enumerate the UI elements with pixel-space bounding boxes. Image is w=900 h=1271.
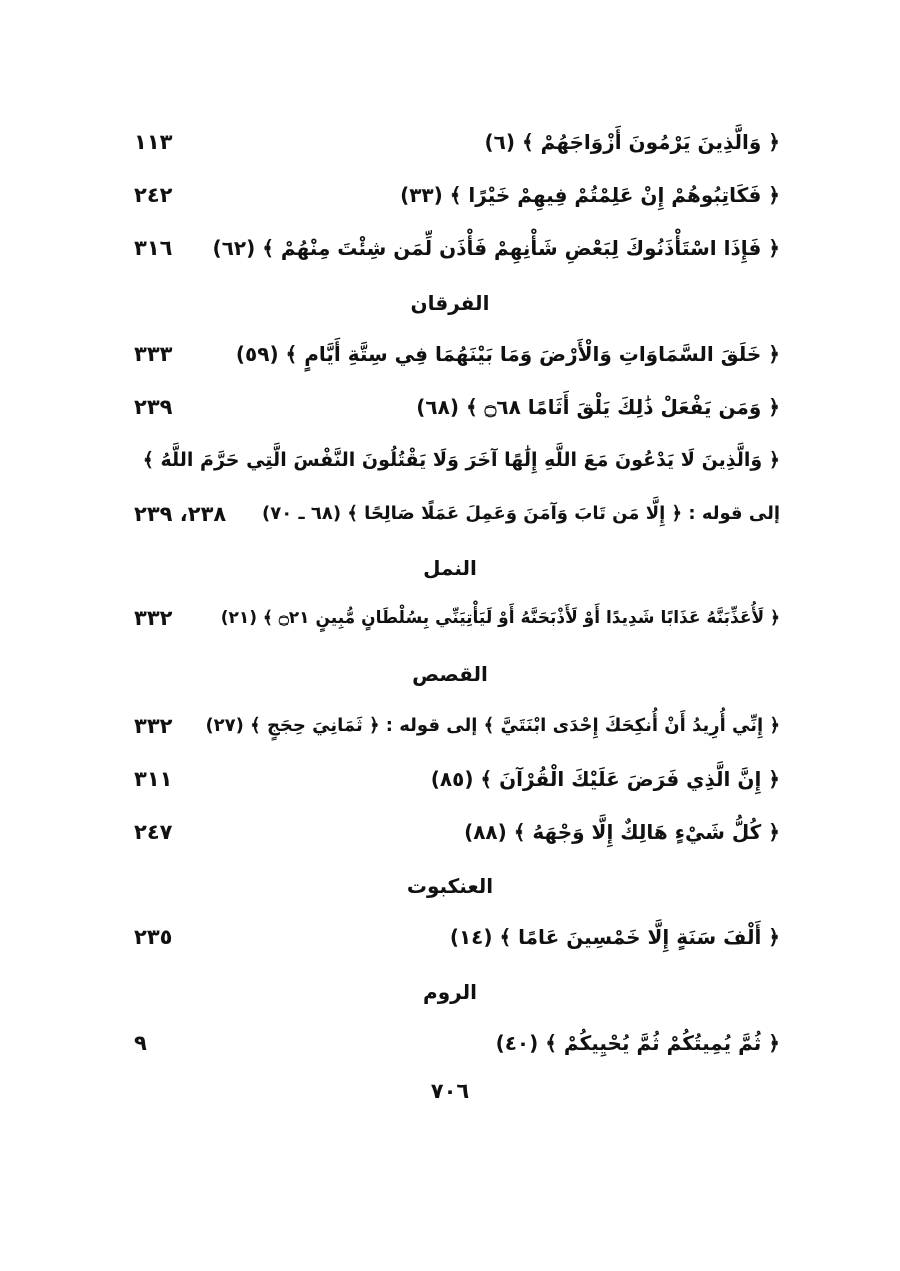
page-reference: ٢٣٥: [134, 925, 173, 949]
surah-heading: النمل: [423, 556, 477, 580]
index-entry: [130, 598, 780, 638]
verse-text: ﴿ لَأُعَذِّبَنَّهُ عَذَابًا شَدِيدًا أَوْ لَأَذْبَحَنَّهُ أَوْ لَيَأْتِيَنِّي بِسُلْطَانٍ مُّبِينٍ ۝٢١ ﴾ (٢١): [220, 608, 780, 628]
page-reference: ٣٣٣: [134, 342, 173, 366]
page-reference: ٢٤٧: [134, 820, 173, 844]
verse-text: ﴿ إِنِّي أُرِيدُ أَنْ أُنكِحَكَ إِحْدَى ابْنَتَيَّ ﴾ إلى قوله : ﴿ ثَمَانِيَ حِجَجٍ ﴾ (٢٧): [205, 715, 780, 736]
verse-text: ﴿ أَلْفَ سَنَةٍ إِلَّا خَمْسِينَ عَامًا ﴾ (١٤): [449, 925, 780, 949]
verse-text: ﴿ فَكَاتِبُوهُمْ إِنْ عَلِمْتُمْ فِيهِمْ خَيْرًا ﴾ (٣٣): [400, 183, 780, 207]
page-reference: ٣١٦: [134, 236, 173, 260]
index-entry: [130, 175, 780, 215]
page-reference: ٩: [134, 1031, 147, 1055]
index-entry: [130, 334, 780, 374]
index-entry: [130, 812, 780, 852]
page-reference: ٢٤٢: [134, 183, 173, 207]
verse-text: ﴿ فَإِذَا اسْتَأْذَنُوكَ لِبَعْضِ شَأْنِهِمْ فَأْذَن لِّمَن شِئْتَ مِنْهُمْ ﴾ (٦٢): [212, 236, 780, 260]
surah-heading: العنكبوت: [406, 874, 494, 898]
surah-heading: القصص: [412, 662, 488, 686]
page-reference: ٢٣٩: [134, 395, 173, 419]
verse-text: ﴿ ثُمَّ يُمِيتُكُمْ ثُمَّ يُحْيِيكُمْ ﴾ (٤٠): [495, 1031, 780, 1055]
surah-heading: الروم: [423, 980, 477, 1004]
verse-text: إلى قوله : ﴿ إِلَّا مَن تَابَ وَآمَنَ وَعَمِلَ عَمَلًا صَالِحًا ﴾ (٦٨ ـ ٧٠): [261, 503, 780, 524]
verse-text: ﴿ خَلَقَ السَّمَاوَاتِ وَالْأَرْضَ وَمَا بَيْنَهُمَا فِي سِتَّةِ أَيَّامٍ ﴾ (٥٩): [235, 342, 780, 366]
index-entry: [130, 917, 780, 957]
index-entry: [130, 387, 780, 427]
page-reference: ١١٣: [134, 130, 173, 154]
verse-text: ﴿ كُلُّ شَيْءٍ هَالِكٌ إِلَّا وَجْهَهُ ﴾ (٨٨): [464, 820, 780, 844]
index-entry: [130, 122, 780, 162]
verse-text: ﴿ وَالَّذِينَ يَرْمُونَ أَزْوَاجَهُمْ ﴾ (٦): [484, 130, 780, 154]
page-number: ٧٠٦: [430, 1079, 470, 1103]
verse-text: ﴿ إِنَّ الَّذِي فَرَضَ عَلَيْكَ الْقُرْآنَ ﴾ (٨٥): [430, 767, 780, 791]
surah-heading: الفرقان: [410, 291, 490, 315]
page-reference: ٢٣٨، ٢٣٩: [134, 502, 227, 526]
page-reference: ٣١١: [134, 767, 173, 791]
page-reference: ٣٣٢: [134, 714, 173, 738]
page-reference: ٣٣٢: [134, 606, 173, 630]
index-entry: [130, 1023, 780, 1063]
index-entry: [130, 706, 780, 746]
verse-text: ﴿ وَمَن يَفْعَلْ ذَٰلِكَ يَلْقَ أَثَامًا ۝٦٨ ﴾ (٦٨): [416, 395, 780, 419]
index-entry: [130, 759, 780, 799]
index-entry: [130, 440, 780, 480]
verse-text: ﴿ وَالَّذِينَ لَا يَدْعُونَ مَعَ اللَّهِ إِلَٰهًا آخَرَ وَلَا يَقْتُلُونَ النَّفْسَ الَّتِي حَرَّمَ اللَّهُ ﴾: [142, 449, 780, 471]
index-entry: [130, 228, 780, 268]
index-entry: [130, 494, 780, 534]
